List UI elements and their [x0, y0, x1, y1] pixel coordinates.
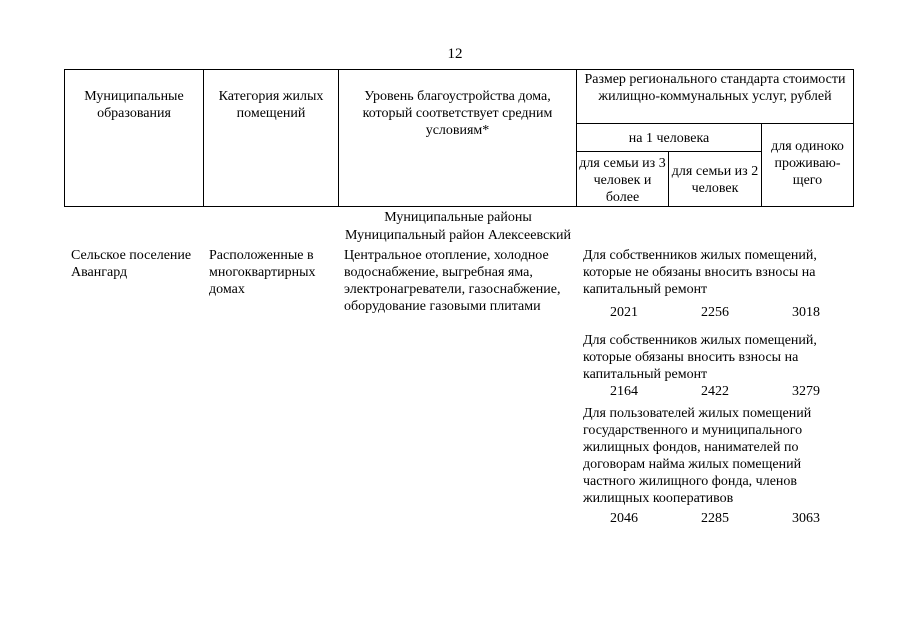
housing-category: Расположенные в многоквартирных домах: [209, 248, 316, 297]
header-municipalities: Муниципальные образования: [84, 89, 184, 121]
group-label-1: Для собственников жилых помещений, которые не обязаны вносить взносы на капитальный ремонт: [583, 248, 817, 297]
value-single-2: 3279: [792, 384, 820, 399]
page-number: 12: [447, 46, 463, 62]
group-label-2: Для собственников жилых помещений, которые обязаны вносить взносы на капитальный ремонт: [583, 333, 817, 382]
value-family3-1: 2021: [610, 305, 638, 320]
header-comfort-level: Уровень благоустройства дома, который соответствует средним условиям*: [362, 89, 553, 138]
value-single-3: 3063: [792, 511, 820, 526]
value-family2-1: 2256: [701, 305, 729, 320]
header-per-person: на 1 человека: [628, 131, 710, 146]
header-housing-category: Категория жилых помещений: [218, 89, 324, 121]
value-family2-2: 2422: [701, 384, 729, 399]
section-title: Муниципальные районы: [384, 210, 532, 225]
municipality-name: Сельское поселение Авангард: [71, 248, 192, 280]
group-label-3: Для пользователей жилых помещений государственного и муниципального жилищных фондов, нанимателей по договорам найма жилых помещений частного жилищного фонда, членов жилищных кооперативов: [583, 406, 812, 506]
header-standard-size: Размер регионального стандарта стоимости жилищно-коммунальных услуг, рублей: [584, 72, 846, 104]
header-single: для одиноко проживаю-щего: [771, 139, 844, 188]
header-family-3: для семьи из 3 человек и более: [579, 156, 666, 205]
value-family3-3: 2046: [610, 511, 638, 526]
value-family3-2: 2164: [610, 384, 638, 399]
section-subtitle: Муниципальный район Алексеевский: [345, 228, 571, 243]
comfort-level: Центральное отопление, холодное водоснабжение, выгребная яма, электронагреватели, газоснабжение, оборудование газовыми плитами: [344, 248, 561, 314]
value-single-1: 3018: [792, 305, 820, 320]
value-family2-3: 2285: [701, 511, 729, 526]
header-family-2: для семьи из 2 человек: [671, 164, 759, 196]
